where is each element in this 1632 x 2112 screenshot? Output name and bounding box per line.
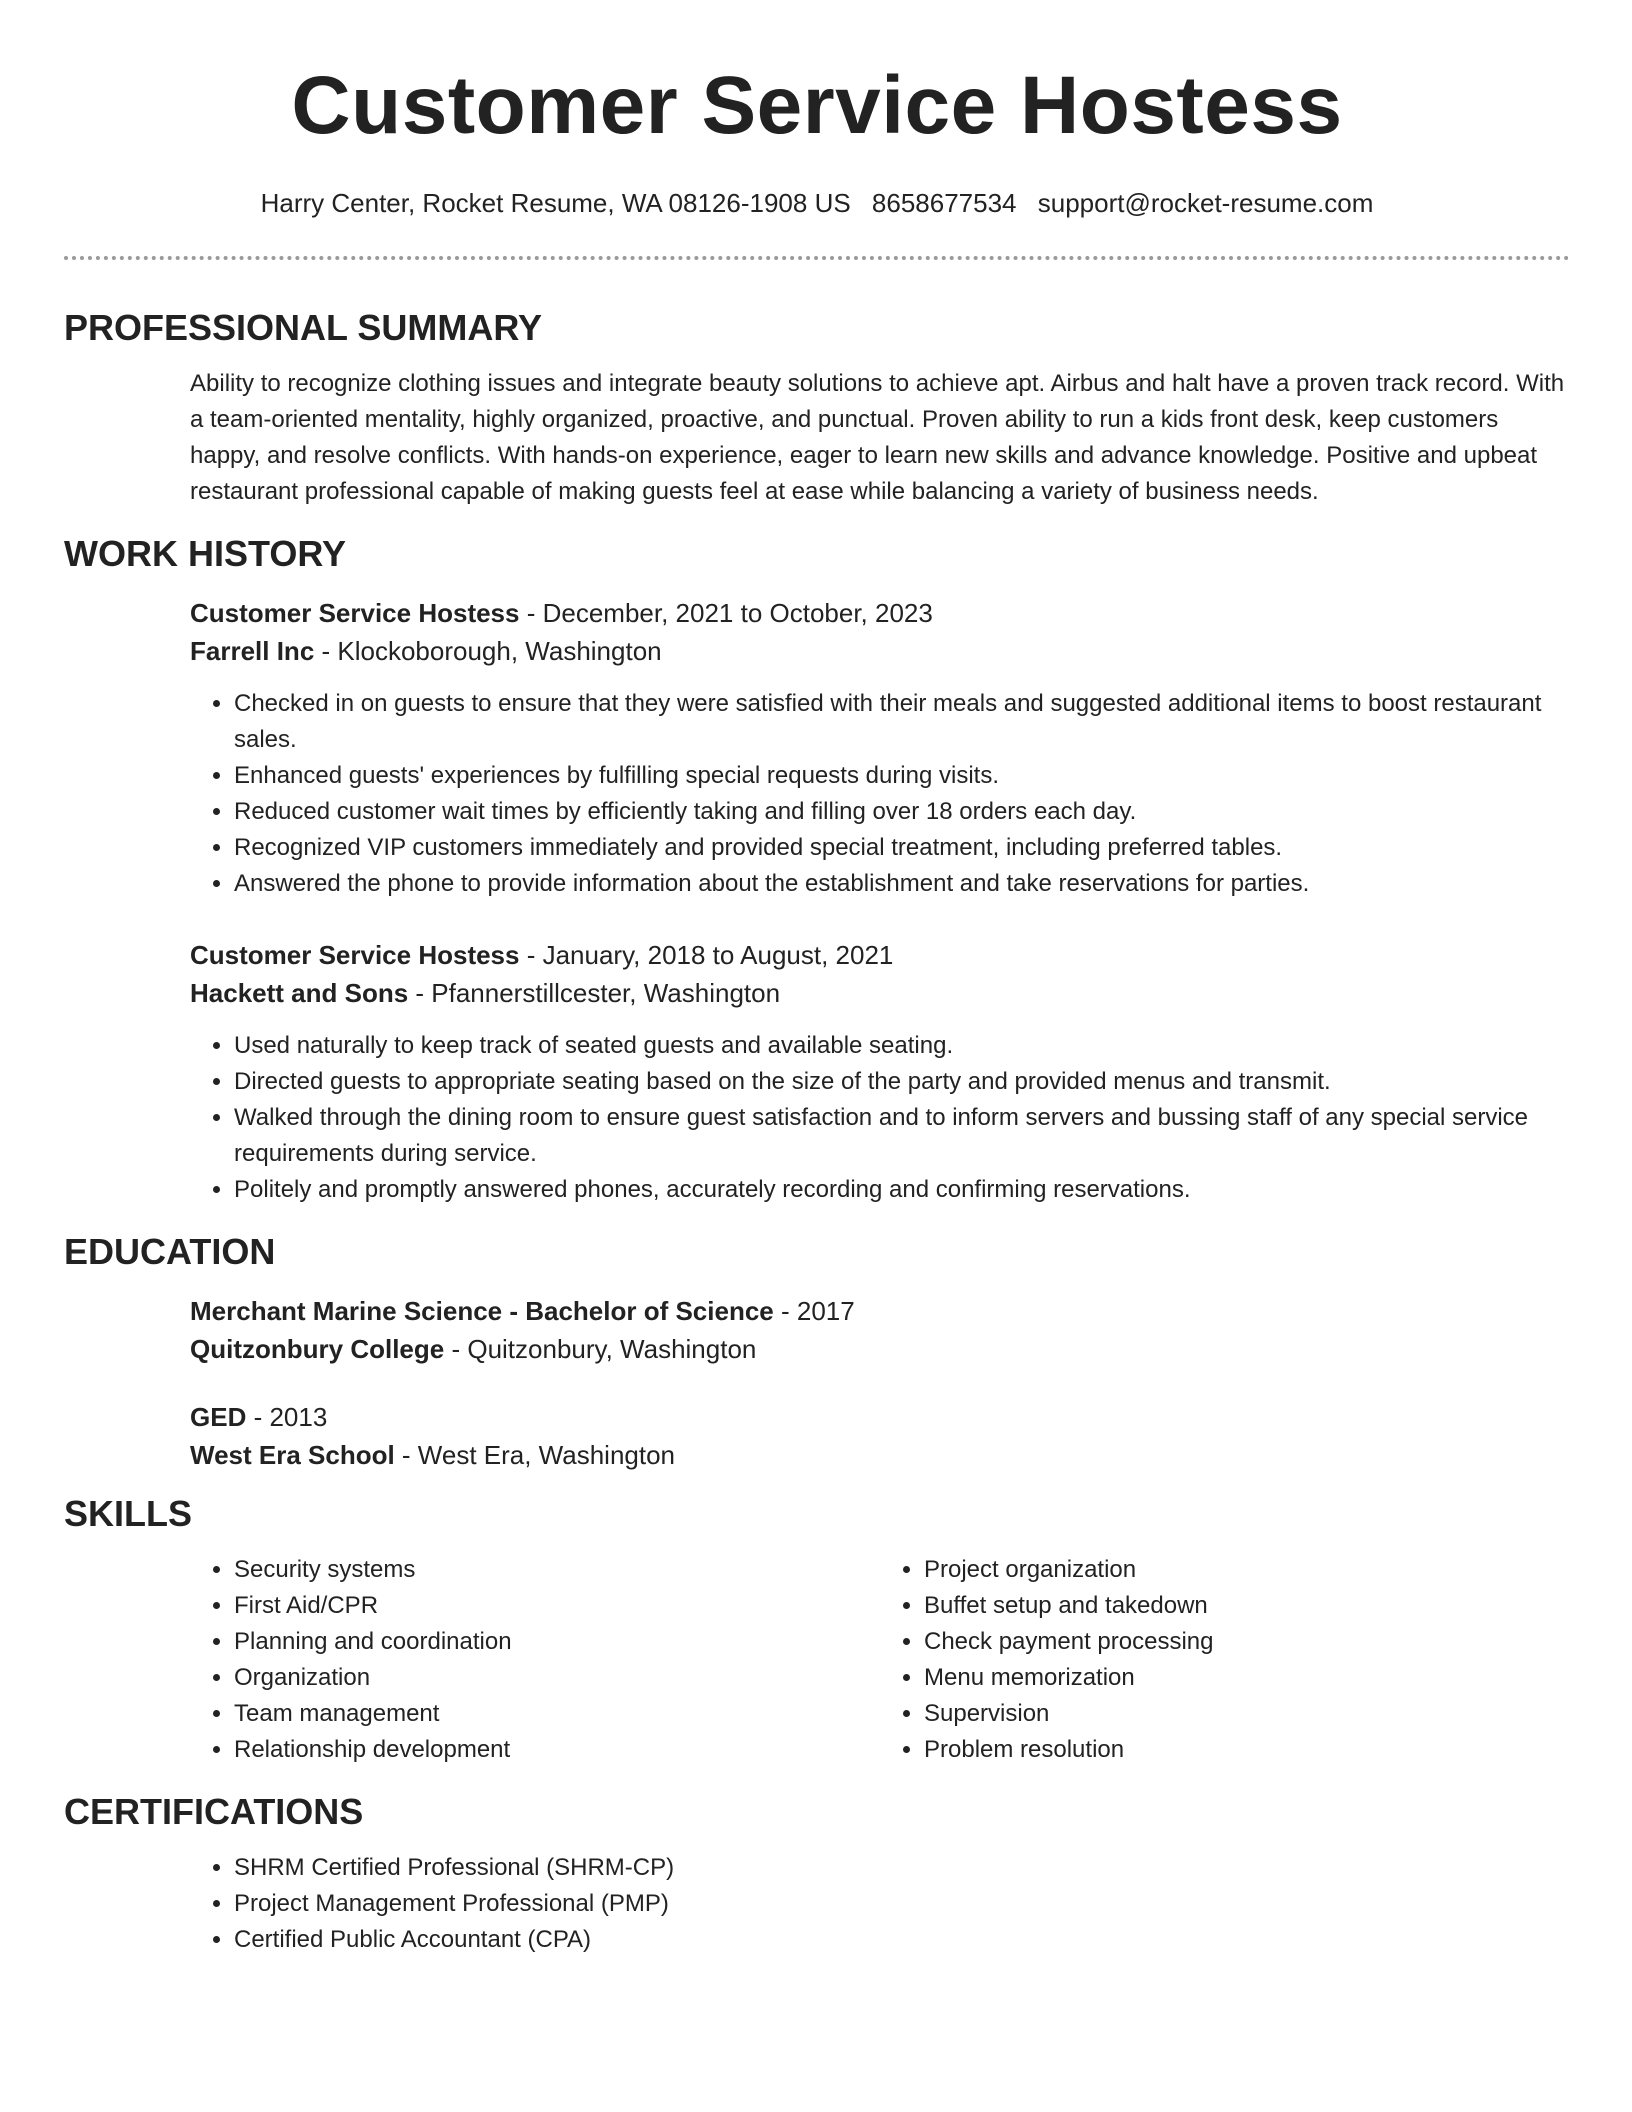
- education-degree: Merchant Marine Science - Bachelor of Science: [190, 1296, 774, 1326]
- education-location: - Quitzonbury, Washington: [444, 1334, 757, 1364]
- education-school: West Era School: [190, 1440, 395, 1470]
- job-title-line: [190, 594, 1570, 632]
- certifications-title: CERTIFICATIONS: [64, 1791, 364, 1832]
- summary-title: PROFESSIONAL SUMMARY: [64, 307, 543, 348]
- contact-phone: 8658677534: [871, 188, 1017, 218]
- education-title: EDUCATION: [64, 1231, 276, 1272]
- certification-item: • Certified Public Accountant (CPA): [234, 1922, 1570, 1958]
- job-entry: [190, 936, 1570, 1208]
- education-school-line: [190, 1330, 1570, 1368]
- job-bullet: • Politely and promptly answered phones, accurately recording and confirming reservations.: [234, 1172, 1570, 1208]
- certification-item: • Project Management Professional (PMP): [234, 1886, 1570, 1922]
- job-bullet: • Walked through the dining room to ensure guest satisfaction and to inform servers and bussing staff of any special service requirements during service.: [234, 1100, 1570, 1172]
- skills-left-column: [190, 1552, 880, 1768]
- skill-item: • Buffet setup and takedown: [924, 1588, 1570, 1624]
- education-year: - 2013: [246, 1402, 328, 1432]
- resume-page: [64, 0, 1570, 1958]
- skill-item: • Problem resolution: [924, 1732, 1570, 1768]
- certifications-list: [190, 1850, 1570, 1958]
- job-title-line: [190, 936, 1570, 974]
- skill-item: • Organization: [234, 1660, 880, 1696]
- skill-item: • Project organization: [924, 1552, 1570, 1588]
- job-role: Customer Service Hostess: [190, 940, 520, 970]
- job-bullets: [190, 686, 1570, 902]
- job-location: - Pfannerstillcester, Washington: [408, 978, 781, 1008]
- education-location: - West Era, Washington: [394, 1440, 676, 1470]
- education-year: - 2017: [773, 1296, 855, 1326]
- skill-item: • Supervision: [924, 1696, 1570, 1732]
- job-dates: - December, 2021 to October, 2023: [519, 598, 933, 628]
- job-bullet: • Used naturally to keep track of seated guests and available seating.: [234, 1028, 1570, 1064]
- job-bullets: [190, 1028, 1570, 1208]
- education-degree-line: [190, 1398, 1570, 1436]
- education-degree: GED: [190, 1402, 247, 1432]
- skill-item: • First Aid/CPR: [234, 1588, 880, 1624]
- certification-item: • SHRM Certified Professional (SHRM-CP): [234, 1850, 1570, 1886]
- skills-title: SKILLS: [64, 1493, 193, 1534]
- job-company-line: [190, 974, 1570, 1012]
- skill-item: • Planning and coordination: [234, 1624, 880, 1660]
- skill-item: • Relationship development: [234, 1732, 880, 1768]
- education-entry: [190, 1292, 1570, 1368]
- job-bullet: • Answered the phone to provide information about the establishment and take reservations for parties.: [234, 866, 1570, 902]
- work-history-title: WORK HISTORY: [64, 533, 347, 574]
- contact-address: Harry Center, Rocket Resume, WA 08126-1908 US: [260, 188, 851, 218]
- summary-text: Ability to recognize clothing issues and integrate beauty solutions to achieve apt. Airbus and halt have a proven track record. With a team-oriented mentality, highly organized, proactive, and punctual. Proven ability to run a kids front desk, keep customers happy, and resolve conflicts. With hands-on experience, eager to learn new skills and advance knowledge. Positive and upbeat restaurant professional capable of making guests feel at ease while balancing a variety of business needs.: [190, 370, 1565, 505]
- contact-line: [64, 186, 1570, 220]
- job-bullet: • Enhanced guests' experiences by fulfilling special requests during visits.: [234, 758, 1570, 794]
- contact-email: support@rocket-resume.com: [1037, 188, 1374, 218]
- resume-name: Customer Service Hostess: [291, 60, 1343, 151]
- skill-item: • Menu memorization: [924, 1660, 1570, 1696]
- job-bullet: • Recognized VIP customers immediately and provided special treatment, including preferred tables.: [234, 830, 1570, 866]
- job-company: Farrell Inc: [190, 636, 315, 666]
- skill-item: • Team management: [234, 1696, 880, 1732]
- job-company: Hackett and Sons: [190, 978, 409, 1008]
- job-dates: - January, 2018 to August, 2021: [519, 940, 894, 970]
- skills-right-column: [880, 1552, 1570, 1768]
- job-bullet: • Directed guests to appropriate seating based on the size of the party and provided menus and transmit.: [234, 1064, 1570, 1100]
- job-bullet: • Checked in on guests to ensure that they were satisfied with their meals and suggested additional items to boost restaurant sales.: [234, 686, 1570, 758]
- certifications-list-wrap: [190, 1850, 1570, 1958]
- job-entry: [190, 594, 1570, 902]
- header-divider: [64, 256, 1570, 260]
- education-school-line: [190, 1436, 1570, 1474]
- education-school: Quitzonbury College: [190, 1334, 445, 1364]
- job-role: Customer Service Hostess: [190, 598, 520, 628]
- skill-item: • Check payment processing: [924, 1624, 1570, 1660]
- skills-grid: [190, 1552, 1570, 1768]
- education-entry: [190, 1398, 1570, 1474]
- job-company-line: [190, 632, 1570, 670]
- job-location: - Klockoborough, Washington: [314, 636, 662, 666]
- education-degree-line: [190, 1292, 1570, 1330]
- skill-item: • Security systems: [234, 1552, 880, 1588]
- job-bullet: • Reduced customer wait times by efficiently taking and filling over 18 orders each day.: [234, 794, 1570, 830]
